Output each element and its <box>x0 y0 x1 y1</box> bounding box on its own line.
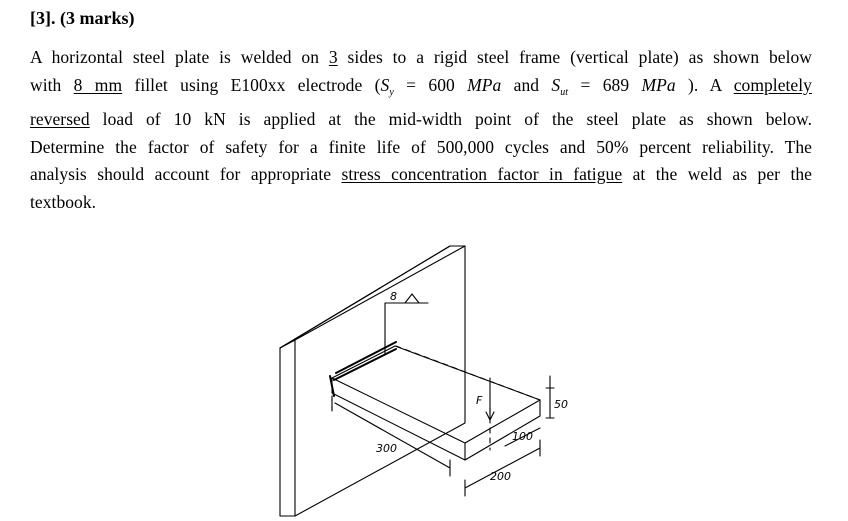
completely-underlined: completely <box>733 74 812 95</box>
width-label: 200 <box>490 470 511 483</box>
length-label: 300 <box>376 442 397 455</box>
sut-symbol: S <box>551 74 561 95</box>
sut-subscript: ut <box>560 86 569 98</box>
question-line-6: textbook. <box>30 191 97 212</box>
scf-underlined: stress concentration factor in fatigue <box>341 164 623 184</box>
text-segment: ). A <box>675 74 734 95</box>
text-segment: and <box>501 74 552 95</box>
force-label: F <box>476 394 483 407</box>
question-line-4: Determine the factor of safety for a finite life of 500,000 cycles and 50% percent reliability. The <box>30 136 812 157</box>
frame-plate-front <box>280 246 465 516</box>
sy-unit: MPa <box>467 74 502 95</box>
weld-size-label: 8 <box>390 290 397 303</box>
half-width-label: 100 <box>512 430 533 443</box>
question-text <box>30 44 812 216</box>
dim-width-lines <box>465 440 540 496</box>
fillet-size: 8 mm <box>73 74 123 95</box>
question-line-3 <box>30 106 812 134</box>
text-segment: load of 10 kN is applied at the mid-width point of the steel plate as shown below. <box>89 109 812 129</box>
text-segment: sides to a rigid steel frame (vertical plate) as shown below <box>337 47 812 67</box>
question-heading: [3]. (3 marks) <box>30 8 135 28</box>
sy-subscript: y <box>389 86 394 98</box>
question-line-1 <box>30 44 812 72</box>
text-segment: analysis should account for appropriate <box>30 164 342 184</box>
text-segment: with <box>30 74 74 95</box>
sut-value: = 689 <box>568 74 642 95</box>
text-segment: at the weld as per the <box>622 164 812 184</box>
dim-length-lines <box>332 398 450 476</box>
welded-plate-figure <box>250 228 590 518</box>
force-arrow <box>486 378 494 420</box>
sy-symbol: S <box>380 74 390 95</box>
text-segment: A horizontal steel plate is welded on <box>30 47 329 67</box>
thickness-label: 50 <box>554 398 568 411</box>
frame-plate-edge <box>280 246 465 516</box>
dim-thickness-lines <box>546 376 554 418</box>
question-line-5 <box>30 161 812 189</box>
reversed-underlined: reversed <box>30 109 90 129</box>
steel-plate-front <box>332 378 465 460</box>
sy-value: = 600 <box>393 74 468 95</box>
sides-count: 3 <box>328 47 338 67</box>
frame-plate-top <box>280 246 450 348</box>
text-segment: fillet using E100xx electrode ( <box>122 74 381 95</box>
question-line-2 <box>30 72 812 107</box>
sut-unit: MPa <box>641 74 676 95</box>
